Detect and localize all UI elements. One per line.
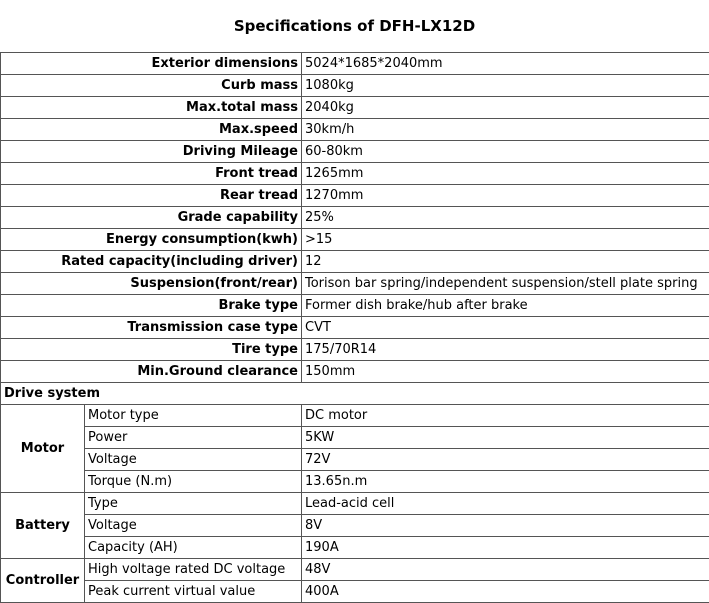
spec-row: [1, 185, 709, 207]
spec-label: Rated capacity(including driver): [1, 251, 302, 273]
controller-group-label: Controller: [1, 559, 85, 603]
spec-value: CVT: [302, 317, 709, 339]
param-label: Power: [85, 427, 302, 449]
spec-row: [1, 53, 709, 75]
table-row: [1, 559, 709, 581]
spec-value: >15: [302, 229, 709, 251]
spec-label: Energy consumption(kwh): [1, 229, 302, 251]
spec-label: Max.speed: [1, 119, 302, 141]
section-row: [1, 383, 709, 405]
spec-label: Tire type: [1, 339, 302, 361]
spec-row: [1, 97, 709, 119]
spec-value: 2040kg: [302, 97, 709, 119]
spec-label: Transmission case type: [1, 317, 302, 339]
spec-row: [1, 75, 709, 97]
spec-row: [1, 251, 709, 273]
spec-label: Grade capability: [1, 207, 302, 229]
spec-label: Front tread: [1, 163, 302, 185]
param-value: 13.65n.m: [302, 471, 709, 493]
table-row: [1, 537, 709, 559]
spec-value: Former dish brake/hub after brake: [302, 295, 709, 317]
param-value: Lead-acid cell: [302, 493, 709, 515]
spec-row: [1, 163, 709, 185]
param-label: Voltage: [85, 515, 302, 537]
spec-row: [1, 119, 709, 141]
spec-value: 30km/h: [302, 119, 709, 141]
page-title: Specifications of DFH-LX12D: [0, 0, 709, 52]
spec-value: 1080kg: [302, 75, 709, 97]
spec-table: [0, 52, 709, 603]
param-value: DC motor: [302, 405, 709, 427]
table-row: [1, 471, 709, 493]
param-value: 48V: [302, 559, 709, 581]
param-label: Peak current virtual value: [85, 581, 302, 603]
table-row: [1, 405, 709, 427]
param-label: Motor type: [85, 405, 302, 427]
spec-label: Suspension(front/rear): [1, 273, 302, 295]
spec-value: 25%: [302, 207, 709, 229]
table-row: [1, 427, 709, 449]
param-label: High voltage rated DC voltage: [85, 559, 302, 581]
spec-row: [1, 141, 709, 163]
param-label: Capacity (AH): [85, 537, 302, 559]
table-row: [1, 449, 709, 471]
spec-value: 175/70R14: [302, 339, 709, 361]
spec-row: [1, 229, 709, 251]
param-label: Torque (N.m): [85, 471, 302, 493]
spec-value: 1265mm: [302, 163, 709, 185]
spec-row: [1, 317, 709, 339]
param-label: Type: [85, 493, 302, 515]
spec-row: [1, 295, 709, 317]
spec-label: Rear tread: [1, 185, 302, 207]
spec-row: [1, 339, 709, 361]
drive-system-heading: Drive system: [1, 383, 709, 405]
spec-value: 1270mm: [302, 185, 709, 207]
spec-label: Driving Mileage: [1, 141, 302, 163]
spec-label: Brake type: [1, 295, 302, 317]
param-value: 400A: [302, 581, 709, 603]
spec-label: Exterior dimensions: [1, 53, 302, 75]
battery-group-label: Battery: [1, 493, 85, 559]
param-value: 190A: [302, 537, 709, 559]
spec-row: [1, 273, 709, 295]
param-value: 5KW: [302, 427, 709, 449]
motor-group-label: Motor: [1, 405, 85, 493]
table-row: [1, 581, 709, 603]
table-row: [1, 493, 709, 515]
spec-label: Curb mass: [1, 75, 302, 97]
spec-value: 150mm: [302, 361, 709, 383]
spec-row: [1, 207, 709, 229]
param-label: Voltage: [85, 449, 302, 471]
spec-row: [1, 361, 709, 383]
spec-value: 12: [302, 251, 709, 273]
param-value: 72V: [302, 449, 709, 471]
param-value: 8V: [302, 515, 709, 537]
spec-label: Max.total mass: [1, 97, 302, 119]
spec-value: 5024*1685*2040mm: [302, 53, 709, 75]
spec-value: 60-80km: [302, 141, 709, 163]
table-row: [1, 515, 709, 537]
spec-value: Torison bar spring/independent suspension/stell plate spring: [302, 273, 709, 295]
spec-label: Min.Ground clearance: [1, 361, 302, 383]
